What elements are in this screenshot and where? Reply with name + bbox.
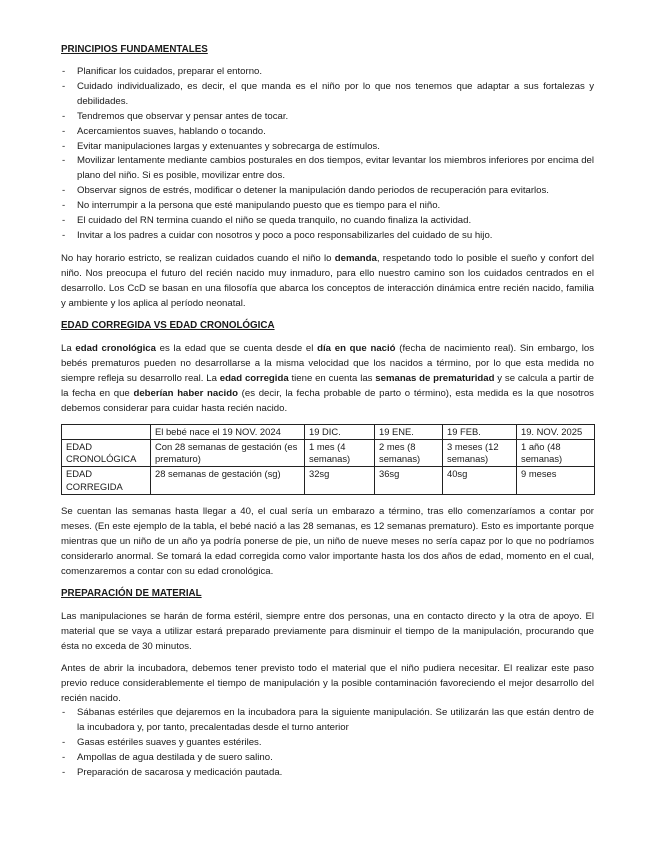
- table-cell: 3 meses (12 semanas): [443, 440, 517, 467]
- document-page: [61, 44, 594, 780]
- text-run: La: [61, 342, 76, 354]
- text-bold: semanas de prematuridad: [375, 372, 495, 384]
- table-cell: 9 meses: [517, 467, 595, 494]
- paragraph-manipulaciones: Las manipulaciones se harán de forma estéril, siempre entre dos personas, una en contacto directo y la otra de apoyo. El material que se vaya a utilizar estará preparado previamente para disminuir el tiempo de la manipulación, procurando que ésta no exceda de 30 minutos.: [61, 610, 594, 652]
- table-header-row: [62, 424, 595, 439]
- list-item: - Cuidado individualizado, es decir, el que manda es el niño por lo que nos tenemos que adaptar a sus fortalezas y debilidades.: [61, 80, 594, 110]
- table-cell: 2 mes (8 semanas): [375, 440, 443, 467]
- text-bold: edad corregida: [219, 372, 289, 384]
- text-run: tiene en cuenta las: [288, 372, 376, 384]
- age-comparison-table: [61, 424, 595, 495]
- paragraph-semanas: Se cuentan las semanas hasta llegar a 40, el cual sería un embarazo a término, tras ello comenzaríamos a contar por meses. (En este ejemplo de la tabla, el bebé nació a las 28 semanas, es 12 semanas prematuro). Esto es importante porque mientras que un niño de un año ya podría ponerse de pie, un niño de nueve meses no sería capaz por lo que no podríamos considerarlo anormal. Se tomará la edad corregida como valor importante hasta los dos años de edad, momento en el cual, comenzaremos a contar con su edad cronológica.: [61, 505, 594, 577]
- table-cell: 1 mes (4 semanas): [305, 440, 375, 467]
- text-bold: deberían haber nacido: [133, 387, 238, 399]
- list-item: - Sábanas estériles que dejaremos en la incubadora para la siguiente manipulación. Se utilizarán las que están dentro de la incubadora y, por tanto, precalentadas desde el turno anterior: [61, 706, 594, 736]
- list-item: - Invitar a los padres a cuidar con nosotros y poco a poco responsabilizarles del cuidado de su hijo.: [61, 229, 594, 244]
- table-cell: 19 FEB.: [443, 424, 517, 439]
- text-run: , respetando todo lo posible el sueño y confort del niño. Nos preocupa el futuro del recién nacido muy inmaduro, para ello nuestro camino son los cuidados centrados en el desarrollo. Los CcD se basan en una filosofía que abarca los conceptos de interacción dinámica entre recién nacido, familia y ambiente y los aplica al período neonatal.: [61, 252, 594, 309]
- list-item: - Ampollas de agua destilada y de suero salino.: [61, 751, 594, 766]
- list-item: - Preparación de sacarosa y medicación pautada.: [61, 766, 594, 781]
- list-item: - Movilizar lentamente mediante cambios posturales en dos tiempos, evitar levantar los miembros inferiores por encima del plano del niño. Si es posible, movilizar entre dos.: [61, 154, 594, 184]
- table-cell: Con 28 semanas de gestación (es prematuro): [151, 440, 305, 467]
- list-item: - Planificar los cuidados, preparar el entorno.: [61, 65, 594, 80]
- text-run: y se calcula a partir de la fecha en que: [61, 372, 595, 399]
- table-cell: EDAD CRONOLÓGICA: [62, 440, 151, 467]
- list-item: - El cuidado del RN termina cuando el niño se queda tranquilo, no cuando finaliza la actividad.: [61, 214, 594, 229]
- table-cell: 19. NOV. 2025: [517, 424, 595, 439]
- table-cell: 32sg: [305, 467, 375, 494]
- list-item: - Gasas estériles suaves y guantes estériles.: [61, 736, 594, 751]
- list-item: - No interrumpir a la persona que esté manipulando puesto que es tiempo para el niño.: [61, 199, 594, 214]
- text-bold: día en que nació: [317, 342, 396, 354]
- text-run: No hay horario estricto, se realizan cuidados cuando el niño lo: [61, 252, 335, 264]
- table-cell: 40sg: [443, 467, 517, 494]
- list-item: - Evitar manipulaciones largas y extenuantes y sobrecarga de estímulos.: [61, 140, 594, 155]
- principles-list: [61, 65, 594, 244]
- table-cell: 1 año (48 semanas): [517, 440, 595, 467]
- material-list: [61, 706, 594, 781]
- table-row: [62, 467, 595, 494]
- section-heading-principios: PRINCIPIOS FUNDAMENTALES: [61, 44, 208, 55]
- text-run: (fecha de nacimiento real). Sin embargo, los bebés prematuros pueden no desarrollarse a la misma velocidad que los nacidos a término, por lo que esta medida no siempre refleja su desarrollo real. La: [61, 342, 595, 384]
- table-cell: 28 semanas de gestación (sg): [151, 467, 305, 494]
- table-cell: El bebé nace el 19 NOV. 2024: [151, 424, 305, 439]
- paragraph-horario: [61, 251, 594, 311]
- paragraph-incubadora: Antes de abrir la incubadora, debemos tener previsto todo el material que el niño pudiera necesitar. El realizar este paso previo reduce considerablemente el tiempo de manipulación y la posible contaminación favoreciendo el mejor desarrollo del recién nacido.: [61, 662, 594, 704]
- text-bold: edad cronológica: [75, 342, 156, 354]
- section-heading-material: PREPARACIÓN DE MATERIAL: [61, 587, 202, 599]
- table-cell: [62, 424, 151, 439]
- list-item: - Acercamientos suaves, hablando o tocando.: [61, 125, 594, 140]
- table-cell: 19 ENE.: [375, 424, 443, 439]
- text-run: es la edad que se cuenta desde el: [155, 342, 318, 354]
- table-row: [62, 440, 595, 467]
- table-cell: 36sg: [375, 467, 443, 494]
- section-heading-edad: EDAD CORREGIDA VS EDAD CRONOLÓGICA: [61, 319, 275, 331]
- table-cell: 19 DIC.: [305, 424, 375, 439]
- paragraph-edad-definicion: [61, 341, 594, 416]
- list-item: - Observar signos de estrés, modificar o detener la manipulación dando periodos de recuperación para evitarlos.: [61, 184, 594, 199]
- text-run: (es decir, la fecha probable de parto o término), esta medida es la que nosotros debemos considerar para cuidar hasta recién nacido.: [61, 387, 594, 414]
- text-bold: demanda: [334, 252, 377, 264]
- table-cell: EDAD CORREGIDA: [62, 467, 151, 494]
- list-item: - Tendremos que observar y pensar antes de tocar.: [61, 110, 594, 125]
